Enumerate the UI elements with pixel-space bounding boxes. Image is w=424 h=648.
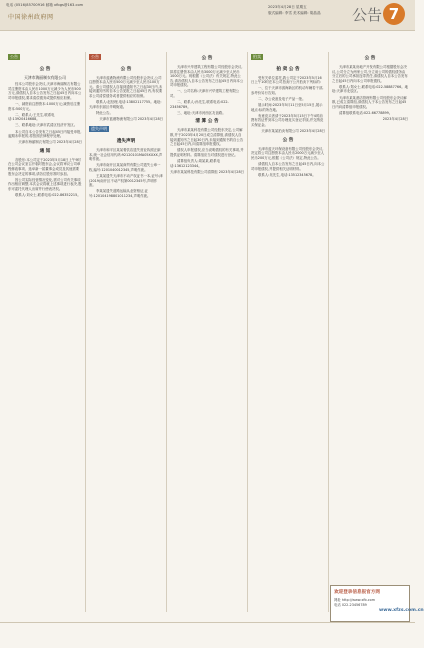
ad-line: 电话 022-23456789 bbox=[334, 603, 367, 607]
notice-paragraph: 债权人申报债权,应当说明债权的有关事项,并提供证明材料。清算组应当对债权进行登记。 bbox=[170, 148, 244, 157]
column-3 bbox=[170, 52, 244, 612]
notice-paragraph: 一、减资前注册资本:1000万元;减资后注册资本:500万元。 bbox=[8, 102, 81, 111]
notice-paragraph: 天津市某某酒店管理有限公司经股东会决议解散,已成立清算组,请债权人于本公告发布之日起45日内向清算组申报债权。 bbox=[332, 95, 407, 109]
notice-subheading: 天津市海丽制衣有限公司 bbox=[24, 74, 66, 80]
column-divider bbox=[85, 52, 86, 612]
notice-paragraph: 天津市蓝天环保设备有限公司经股东会决议,决定将公司注册资本由人民币2000万元减少至人民币200万元,根据《公司法》规定,特此公告。 bbox=[251, 146, 325, 160]
page-header bbox=[0, 0, 415, 31]
notice-paragraph: 三、地址:天津市河西区友谊路。 bbox=[177, 110, 226, 115]
notice-paragraph: 本公司自本公告发布之日起45日内接受申报,逾期未申报的,将按照法律程序处理。 bbox=[8, 129, 82, 139]
notice-paragraph: 一、位于天津市滨海新区的机动车辆若干部,参考价另行告知。 bbox=[251, 86, 324, 95]
notice-paragraph: 联系人:吴先生,电话:13512345678。 bbox=[258, 172, 316, 177]
column-2 bbox=[89, 52, 163, 612]
notice-paragraph: 经本公司股东会决议,天津市海丽制衣有限公司注册资本由人民币1000万元减少为人民币500万元,请债权人自本公告发布之日起45日内向本公司申报债权,要求清偿债务或提供相应担保。 bbox=[8, 82, 82, 100]
column-divider bbox=[247, 52, 248, 612]
notice-paragraph: 特此公告。 bbox=[96, 110, 113, 115]
notice-paragraph: 天津市某某房地产开发有限公司根据股东会决议,公司分立为两家公司,分立前公司的债权债务由分立后的公司承担连带责任,请债权人自本公告发布之日起45日内向本公司申报债权。 bbox=[332, 65, 408, 83]
footer-divider bbox=[0, 622, 415, 623]
ad-url-link[interactable]: www.xfzs.com.cn bbox=[379, 608, 424, 613]
column-4 bbox=[251, 52, 325, 612]
column-tag: 遗失声明 bbox=[91, 125, 107, 131]
notice-paragraph: 请债权人自本公告发布之日起45日内,向本公司申报债权,并提供相关证明材料。 bbox=[251, 161, 325, 171]
column-divider bbox=[328, 52, 329, 612]
notice-paragraph: 天津市和平区某某餐饮店遗失营业执照正副本,统一社会信用代码:92120101MA05XXXX,声明作废。 bbox=[89, 148, 163, 162]
notice-paragraph: 天津市蓝港物流有限公司经股东会决议,公司注册资本由人民币500万元减少至人民币100万元。请公司债权人自接到通知书之日起30日内,未接到通知书的自本公告见报之日起45日内,有权要求公司清偿债务或者提供相应的担保。 bbox=[89, 75, 163, 98]
notice-paragraph: 因公司实际经营情况变化,需对公司有关事项作出相应调整,本次会议将就上述事项进行表决,股东可委托代理人出席并行使表决权。 bbox=[8, 177, 82, 191]
notice-paragraph: 清算组负责人:周某某,联系电话:13612123344。 bbox=[170, 159, 220, 168]
notice-signature: 天津市某某科技有限公司清算组 2023年4月28日 bbox=[170, 169, 244, 174]
notice-paragraph: 三、联系地址:天津市武清区经济开发区。 bbox=[15, 123, 78, 128]
notice-paragraph: 各股东:本公司定于2023年5月18日上午9时在公司会议室召开临时股东会,会议将审议公司章程修改事项、选举新一届董事会成员及其他需要股东会决定的事项,请各位股东准时参加。 bbox=[8, 157, 81, 176]
column-tag: 公告 bbox=[91, 53, 99, 59]
notice-heading: 公 告 bbox=[201, 56, 213, 61]
notice-signature: 天津市海丽制衣有限公司 2023年4月28日 bbox=[18, 140, 82, 145]
notice-paragraph: 李某某遗失道路运输从业资格证,证号:120104198801011234,声明作废。 bbox=[89, 189, 151, 198]
notice-heading: 公 告 bbox=[39, 66, 51, 72]
header-meta: 电话 (0516)85700916 邮箱 xfbgs@163.com bbox=[6, 3, 84, 7]
column-1 bbox=[8, 52, 82, 612]
notice-paragraph: 天津市兴华建筑工程有限公司经股东会决议,拟将注册资本由人民币3000万元减少至人民币1000万元。现根据《公司法》有关规定,特此公告,请各债权人自本公告发布之日起45日内向本公司申报债权。 bbox=[170, 65, 244, 88]
website-ad-box[interactable] bbox=[330, 585, 424, 622]
header-editors: 版式编辑: 李雪 美术编辑: 胡晶晶 bbox=[268, 11, 321, 15]
notice-paragraph: 二、联系人:王先生,联系电话:13920416688。 bbox=[8, 112, 55, 122]
notice-paragraph: 清算组联系电话:022-66778899。 bbox=[339, 110, 393, 115]
ad-title: 欢迎登录信息报官方网 bbox=[334, 590, 380, 595]
notice-heading: 公 告 bbox=[282, 137, 294, 143]
notice-signature: 天津市某某拍卖有限公司 2023年4月28日 bbox=[261, 129, 325, 134]
page-number-badge: 7 bbox=[383, 3, 405, 25]
notice-paragraph: 联系人:刘女士,联系电话:022-86352215。 bbox=[15, 192, 81, 197]
notice-heading: 公 告 bbox=[364, 56, 376, 61]
newspaper-brand: 中国徐州政府网 bbox=[8, 14, 54, 21]
notice-signature: 天津市蓝港物流有限公司 2023年4月28日 bbox=[99, 116, 163, 121]
notice-heading: 通 知 bbox=[39, 148, 51, 154]
column-tag: 公告 bbox=[10, 53, 18, 59]
column-tag: 拍卖 bbox=[253, 53, 261, 59]
notice-heading: 清 算 公 告 bbox=[195, 119, 219, 125]
notice-paragraph: 王某某遗失天津市不动产权证书一本,证号:津(2019)南开区不动产权第0012345号,声明作废。 bbox=[89, 174, 163, 188]
notice-paragraph: 有意竞买者请于2023年5月15日下午4时前携有效证件到本公司办理竞买登记手续,并交纳竞买保证金。 bbox=[251, 113, 324, 127]
notice-paragraph: 展示时间:2023年5月11日至5月15日,展示地点:标的所在地。 bbox=[251, 103, 323, 112]
column-5 bbox=[332, 52, 408, 580]
notice-heading: 公 告 bbox=[120, 66, 132, 72]
notice-heading: 遗失声明 bbox=[116, 139, 136, 145]
notice-signature: 2023年4月28日 bbox=[382, 116, 408, 121]
header-date: 2023年4月28日 星期五 bbox=[268, 5, 307, 9]
notice-paragraph: 天津市某某科技有限公司经股东决定,公司解散,并于2023年4月20日成立清算组,请债权人自接到通知书之日起30日内,未接到通知书的自公告之日起45日内,向清算组申报债权。 bbox=[170, 128, 244, 147]
section-title: 公告 bbox=[352, 6, 383, 24]
notice-paragraph: 二、联系人:孙先生,联系电话:022-23456789。 bbox=[170, 100, 229, 109]
notice-paragraph: 天津市南开区某某商贸有限公司遗失公章一枚,编号:1201040012345,声明作废。 bbox=[89, 163, 161, 172]
notice-heading: 拍 卖 公 告 bbox=[276, 66, 300, 72]
notice-paragraph: 一、公司名称:天津市兴华建筑工程有限公司。 bbox=[170, 89, 240, 99]
notice-paragraph: 受有关单位委托,我公司定于2023年5月16日上午10时在本公司拍卖厅公开拍卖下列标的: bbox=[251, 75, 322, 85]
ad-line: 网址 http://www.xfb.com bbox=[334, 598, 376, 602]
notice-paragraph: 联系人:赵经理,电话:13802117755。地址:天津市东丽区华明街道。 bbox=[89, 100, 162, 109]
column-divider bbox=[166, 52, 167, 612]
notice-paragraph: 二、办公设备及电子产品一批。 bbox=[258, 96, 306, 101]
notice-paragraph: 联系人:郑女士,联系电话:022-58887766。地址:天津市北辰区。 bbox=[332, 84, 409, 94]
